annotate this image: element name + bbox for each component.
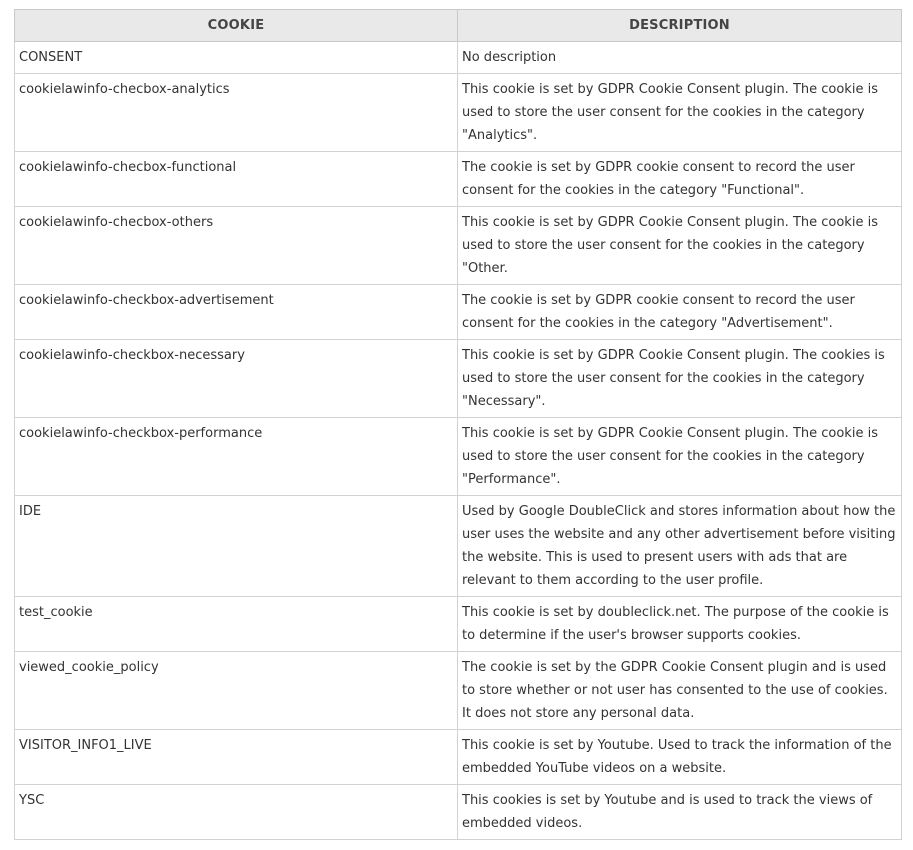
table-row (15, 418, 902, 496)
table-row (15, 652, 902, 730)
cookie-name-cell: cookielawinfo-checkbox-advertisement (15, 285, 458, 340)
cookie-description-cell: The cookie is set by GDPR cookie consent to record the user consent for the cookies in the category "Advertisement". (458, 285, 902, 340)
cookie-name-cell: IDE (15, 496, 458, 597)
cookie-description-cell: No description (458, 42, 902, 74)
cookie-name-cell: cookielawinfo-checbox-functional (15, 152, 458, 207)
table-row (15, 152, 902, 207)
cookie-description-cell: This cookie is set by GDPR Cookie Consent plugin. The cookie is used to store the user consent for the cookies in the category "Performance". (458, 418, 902, 496)
cookie-name-cell: test_cookie (15, 597, 458, 652)
cookie-name-cell: cookielawinfo-checkbox-necessary (15, 340, 458, 418)
cookie-description-cell: This cookie is set by Youtube. Used to track the information of the embedded YouTube videos on a website. (458, 730, 902, 785)
cookie-name-cell: viewed_cookie_policy (15, 652, 458, 730)
column-header-description: DESCRIPTION (458, 10, 902, 42)
cookie-name-cell: cookielawinfo-checkbox-performance (15, 418, 458, 496)
table-row (15, 496, 902, 597)
table-row (15, 785, 902, 840)
cookie-name-cell: VISITOR_INFO1_LIVE (15, 730, 458, 785)
cookie-name-cell: cookielawinfo-checbox-others (15, 207, 458, 285)
table-row (15, 340, 902, 418)
table-row (15, 74, 902, 152)
cookie-description-cell: This cookie is set by GDPR Cookie Consent plugin. The cookie is used to store the user consent for the cookies in the category "Analytics". (458, 74, 902, 152)
cookie-description-cell: This cookies is set by Youtube and is used to track the views of embedded videos. (458, 785, 902, 840)
cookie-name-cell: CONSENT (15, 42, 458, 74)
cookie-description-cell: The cookie is set by the GDPR Cookie Consent plugin and is used to store whether or not user has consented to the use of cookies. It does not store any personal data. (458, 652, 902, 730)
table-row (15, 285, 902, 340)
cookie-table (14, 9, 902, 840)
cookie-description-cell: The cookie is set by GDPR cookie consent to record the user consent for the cookies in the category "Functional". (458, 152, 902, 207)
column-header-cookie: COOKIE (15, 10, 458, 42)
cookie-description-cell: This cookie is set by GDPR Cookie Consent plugin. The cookies is used to store the user consent for the cookies in the category "Necessary". (458, 340, 902, 418)
table-row (15, 730, 902, 785)
cookie-name-cell: YSC (15, 785, 458, 840)
table-row (15, 207, 902, 285)
cookie-name-cell: cookielawinfo-checbox-analytics (15, 74, 458, 152)
table-row (15, 42, 902, 74)
cookie-table-container (14, 9, 901, 840)
table-header-row (15, 10, 902, 42)
cookie-description-cell: This cookie is set by doubleclick.net. The purpose of the cookie is to determine if the user's browser supports cookies. (458, 597, 902, 652)
cookie-description-cell: Used by Google DoubleClick and stores information about how the user uses the website and any other advertisement before visiting the website. This is used to present users with ads that are relevant to them according to the user profile. (458, 496, 902, 597)
cookie-description-cell: This cookie is set by GDPR Cookie Consent plugin. The cookie is used to store the user consent for the cookies in the category "Other. (458, 207, 902, 285)
table-row (15, 597, 902, 652)
